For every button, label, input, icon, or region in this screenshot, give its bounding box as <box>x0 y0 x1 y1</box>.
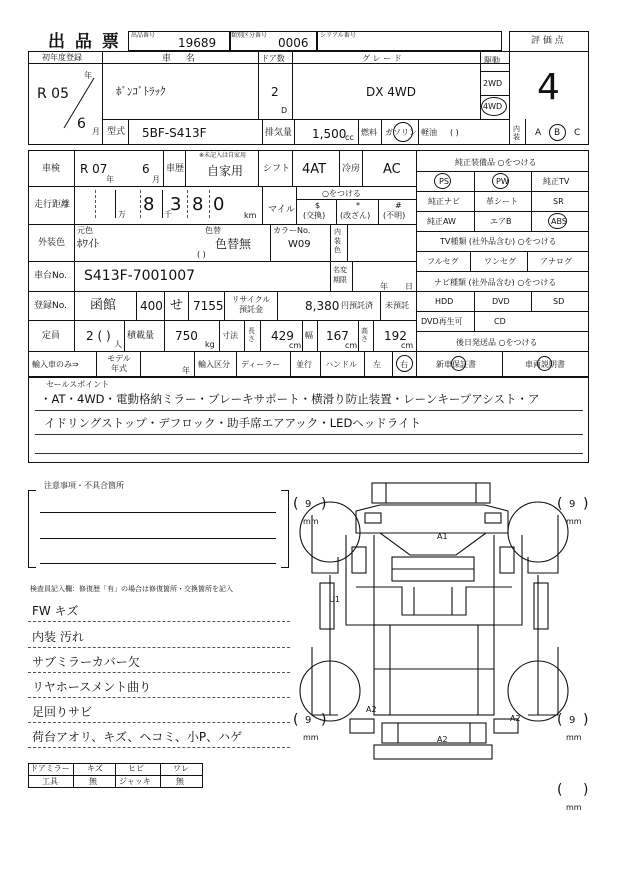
name-change-year: 年 <box>380 282 388 291</box>
score-value: 4 <box>537 67 560 108</box>
navi-dvd: DVD <box>492 297 510 306</box>
dealer-opt: ディーラー <box>241 360 281 369</box>
equip-ps-circle <box>434 173 451 189</box>
length-label: 長さ <box>248 327 255 343</box>
tire-bl-mm: mm <box>303 733 319 742</box>
grade-value: DX 4WD <box>366 85 417 99</box>
capacity-label: 定員 <box>42 331 61 341</box>
mileage-d6: 0 <box>213 194 225 215</box>
inspector-label: 検査員記入欄：修復歴「有」の場合は修復箇所・交換箇所を記入 <box>30 585 233 593</box>
tire-br-paren-open: ( <box>557 712 563 728</box>
displacement-value: 1,500 <box>312 127 347 141</box>
width-value: 167 <box>326 329 349 343</box>
tire-br-mm: mm <box>566 733 582 742</box>
color-no-label: カラーNo. <box>273 226 311 235</box>
mileage-d5: 8 <box>192 194 204 215</box>
exchange-label: (交換) <box>303 211 326 220</box>
height-label: 高さ <box>361 327 368 343</box>
modified-label: (改ざん) <box>340 211 371 220</box>
int-color-label: 内装色 <box>334 228 341 254</box>
mark-u1: U1 <box>329 595 340 604</box>
recycle-status: 未預託 <box>385 301 409 310</box>
handle-label: ハンドル <box>325 360 357 369</box>
mile-label: マイル <box>268 205 295 215</box>
caution-label: 注意事項・不具合箇所 <box>44 481 124 490</box>
chassis-label: 車台No. <box>34 271 67 281</box>
interior-b-circle <box>549 124 566 141</box>
person-unit: 人 <box>114 340 122 349</box>
cc-unit: cc <box>345 133 354 142</box>
reg-num: 7155 <box>193 299 224 313</box>
note-5: 足回りサビ <box>32 705 93 719</box>
orig-color: ﾎﾜｲﾄ <box>77 237 99 250</box>
equip-leather: 革シート <box>486 197 518 206</box>
import-label: 輸入車のみ⇒ <box>32 360 79 369</box>
missing-v3: ジャッキ <box>119 777 151 786</box>
height-cm: cm <box>401 341 414 350</box>
tv-oneseg: ワンセグ <box>484 257 516 266</box>
paint-paren: ( ) <box>197 250 206 259</box>
fuel-gasoline: ガソリン <box>385 128 417 137</box>
model-value: 5BF-S413F <box>142 126 207 140</box>
month-unit: 月 <box>92 127 100 136</box>
recycle-value: 8,380 <box>305 299 340 313</box>
shaken-label: 車検 <box>42 164 61 174</box>
length-cm: cm <box>289 341 302 350</box>
shift-value: 4AT <box>302 162 327 177</box>
sales-line-1: ・AT・4WD・電動格納ミラー・ブレーキサポート・横滑り防止装置・レーンキープアシスト・ア <box>40 392 540 406</box>
drive-label: 駆動 <box>484 56 500 65</box>
name-label: 車 名 <box>162 54 201 64</box>
interior-a: A <box>535 128 542 138</box>
dollar-mark: $ <box>315 201 321 210</box>
exhibit-no: 19689 <box>178 36 217 50</box>
mileage-label: 走行距離 <box>34 200 71 210</box>
dvd-play-label: DVD再生可 <box>421 317 463 326</box>
tv-title: TV種類 (社外品含む) ○をつける <box>440 237 557 246</box>
equip-title: 純正装備品 ○をつける <box>455 158 537 167</box>
equip-pw: PW <box>496 177 509 186</box>
missing-h1: ドアミラー <box>30 764 70 773</box>
grade-label: グ レ ー ド <box>362 54 402 63</box>
equip-pw-circle <box>492 173 509 189</box>
model-year-label: モデル年式 <box>107 354 131 373</box>
tv-fullseg: フルセグ <box>427 257 459 266</box>
circle-note: ○をつける <box>322 189 361 198</box>
star-mark: * <box>356 201 360 210</box>
drive-4wd-circle <box>481 97 507 116</box>
doors-value: 2 <box>271 85 279 99</box>
score-label: 評 価 点 <box>531 36 564 46</box>
width-cm: cm <box>345 341 358 350</box>
shaken-year-unit: 年 <box>106 175 114 184</box>
color-no: W09 <box>288 239 311 250</box>
note-2: 内装 汚れ <box>32 630 84 644</box>
class-no-label: 類別区分番号 <box>231 32 268 39</box>
tire-br-paren-close: ) <box>583 712 589 728</box>
height-value: 192 <box>384 329 407 343</box>
later-manual: 車両説明書 <box>525 360 565 369</box>
drive-4wd: 4WD <box>483 102 503 111</box>
history-value: 自家用 <box>207 164 244 178</box>
fuel-gasoline-circle <box>393 122 413 142</box>
year-unit: 年 <box>84 71 92 80</box>
exhibit-no-label: 出品番号 <box>131 32 156 39</box>
tire-tl-value: 9 <box>305 499 312 510</box>
mark-a2-right: A2 <box>510 714 521 723</box>
mileage-digits <box>76 190 236 220</box>
form-title: 出 品 票 <box>48 32 121 52</box>
paint-label: 色替 <box>205 226 221 235</box>
reg-city: 函館 <box>90 298 117 313</box>
missing-v4: 無 <box>176 777 184 786</box>
tire-tl-paren-close: ) <box>321 496 327 512</box>
recycle-unit: 円預託済 <box>341 301 373 310</box>
kg-unit: kg <box>205 340 215 349</box>
width-label: 幅 <box>305 331 313 340</box>
equip-tv: 純正TV <box>543 177 570 186</box>
sales-label: セールスポイント <box>46 380 110 389</box>
drive-2wd: 2WD <box>483 79 503 88</box>
equip-sr: SR <box>553 197 564 206</box>
name-change-label: 名変期限 <box>333 266 347 284</box>
mileage-d4: 3 <box>170 194 182 215</box>
shift-label: シフト <box>263 164 291 174</box>
reg-label: 登録No. <box>34 301 67 311</box>
handle-left: 左 <box>373 360 381 369</box>
chassis-value: S413F-7001007 <box>84 268 196 284</box>
load-value: 750 <box>175 329 198 343</box>
caution-bracket-right <box>281 490 289 568</box>
history-label: 車歴 <box>166 164 185 174</box>
recycle-label: リサイクル預託金 <box>231 295 271 314</box>
later-title: 後日発送品 ○をつける <box>456 338 538 347</box>
note-4: リヤホースメント曲り <box>32 680 152 694</box>
note-1: FW キズ <box>32 604 79 618</box>
tire-tl-mm: mm <box>303 517 319 526</box>
tire-tr-paren-open: ( <box>557 496 563 512</box>
mark-a2-left: A2 <box>366 705 377 714</box>
interior-c: C <box>574 128 581 138</box>
tire-br-value: 9 <box>569 715 576 726</box>
door-type: D <box>281 106 288 115</box>
tire-tr-paren-close: ) <box>583 496 589 512</box>
shaken-month-unit: 月 <box>152 175 160 184</box>
load-label: 積載量 <box>127 331 155 341</box>
fuel-label: 燃料 <box>361 128 377 137</box>
tire-tr-value: 9 <box>569 499 576 510</box>
import-class-label: 輸入区分 <box>198 360 230 369</box>
model-year-unit: 年 <box>182 366 190 375</box>
interior-b: B <box>554 128 561 138</box>
first-reg-label: 初年度登録 <box>42 53 82 62</box>
navi-title: ナビ種類 (社外品含む) ○をつける <box>434 278 557 287</box>
first-reg-era: R 05 <box>37 86 69 102</box>
missing-h3: ヒビ <box>128 764 144 773</box>
spare-paren-close: ) <box>583 782 589 798</box>
equip-airbag: エアB <box>490 217 512 226</box>
note-6: 荷台アオリ、キズ、ヘコミ、小P、ハゲ <box>32 730 243 744</box>
truck-diagram <box>290 475 590 765</box>
cd-label: CD <box>494 317 506 326</box>
handle-right: 右 <box>400 360 408 369</box>
fuel-diesel: 軽油 <box>421 128 437 137</box>
shaken-value: R 07 <box>80 162 108 176</box>
later-warranty: 新車保証書 <box>436 360 476 369</box>
orig-color-label: 元色 <box>77 226 93 235</box>
navi-sd: SD <box>553 297 565 306</box>
model-label: 型式 <box>107 127 126 137</box>
navi-hdd: HDD <box>435 297 454 306</box>
man-unit: 万 <box>118 210 126 219</box>
parallel-opt: 並行 <box>296 360 312 369</box>
serial-label: シリアル番号 <box>320 32 356 39</box>
displacement-label: 排気量 <box>265 128 293 138</box>
class-no: 0006 <box>278 36 309 50</box>
missing-h2: キズ <box>87 764 103 773</box>
tire-bl-paren-close: ) <box>321 712 327 728</box>
ac-value: AC <box>383 162 401 177</box>
unknown-label: (不明) <box>383 211 406 220</box>
reg-class: 400 <box>140 299 163 313</box>
handle-right-circle <box>396 355 413 372</box>
equip-aw: 純正AW <box>427 217 456 226</box>
equip-navi: 純正ナビ <box>428 197 460 206</box>
sen-unit: 千 <box>164 210 172 219</box>
caution-bracket-left <box>28 490 36 568</box>
fuel-other: ( ) <box>450 128 459 137</box>
first-reg-month: 6 <box>77 116 86 132</box>
equip-ps: PS <box>439 177 449 186</box>
color-label: 外装色 <box>38 238 66 248</box>
interior-label: 内装 <box>513 125 520 141</box>
vehicle-name: ﾎﾞﾝｺﾞﾄﾗｯｸ <box>116 85 166 98</box>
reg-kana: せ <box>170 298 184 313</box>
length-value: 429 <box>271 329 294 343</box>
dimension-label: 寸法 <box>222 331 238 340</box>
tv-analog: アナログ <box>540 257 572 266</box>
note-3: サブミラーカバー欠 <box>32 655 140 669</box>
paint-value: 色替無 <box>215 237 252 251</box>
sales-line-2: イドリングストップ・デフロック・助手席エアアック・LEDヘッドライト <box>44 416 421 430</box>
spare-mm: mm <box>566 803 582 812</box>
tire-bl-paren-open: ( <box>293 712 299 728</box>
missing-v1: 工具 <box>42 777 58 786</box>
ac-label: 冷房 <box>342 164 361 174</box>
equip-abs: ABS <box>551 217 567 226</box>
capacity-value: 2 ( ) <box>86 329 111 343</box>
mark-a2-rear: A2 <box>437 735 448 744</box>
later-manual-circle <box>537 356 552 371</box>
later-warranty-circle <box>451 356 466 371</box>
hash-mark: # <box>395 201 402 210</box>
equip-abs-circle <box>548 213 567 229</box>
shaken-month: 6 <box>142 162 150 176</box>
name-change-day: 日 <box>405 282 413 291</box>
mileage-d3: 8 <box>143 194 155 215</box>
tire-tl-paren-open: ( <box>293 496 299 512</box>
tire-tr-mm: mm <box>566 517 582 526</box>
spare-paren-open: ( <box>557 782 563 798</box>
mark-a1: A1 <box>437 532 448 541</box>
km-unit: km <box>244 211 257 220</box>
missing-v2: 無 <box>89 777 97 786</box>
tire-bl-value: 9 <box>305 715 312 726</box>
missing-h4: ワレ <box>173 764 189 773</box>
doors-label: ドア数 <box>261 54 285 63</box>
history-note: ※未記入は自家用 <box>199 152 247 159</box>
